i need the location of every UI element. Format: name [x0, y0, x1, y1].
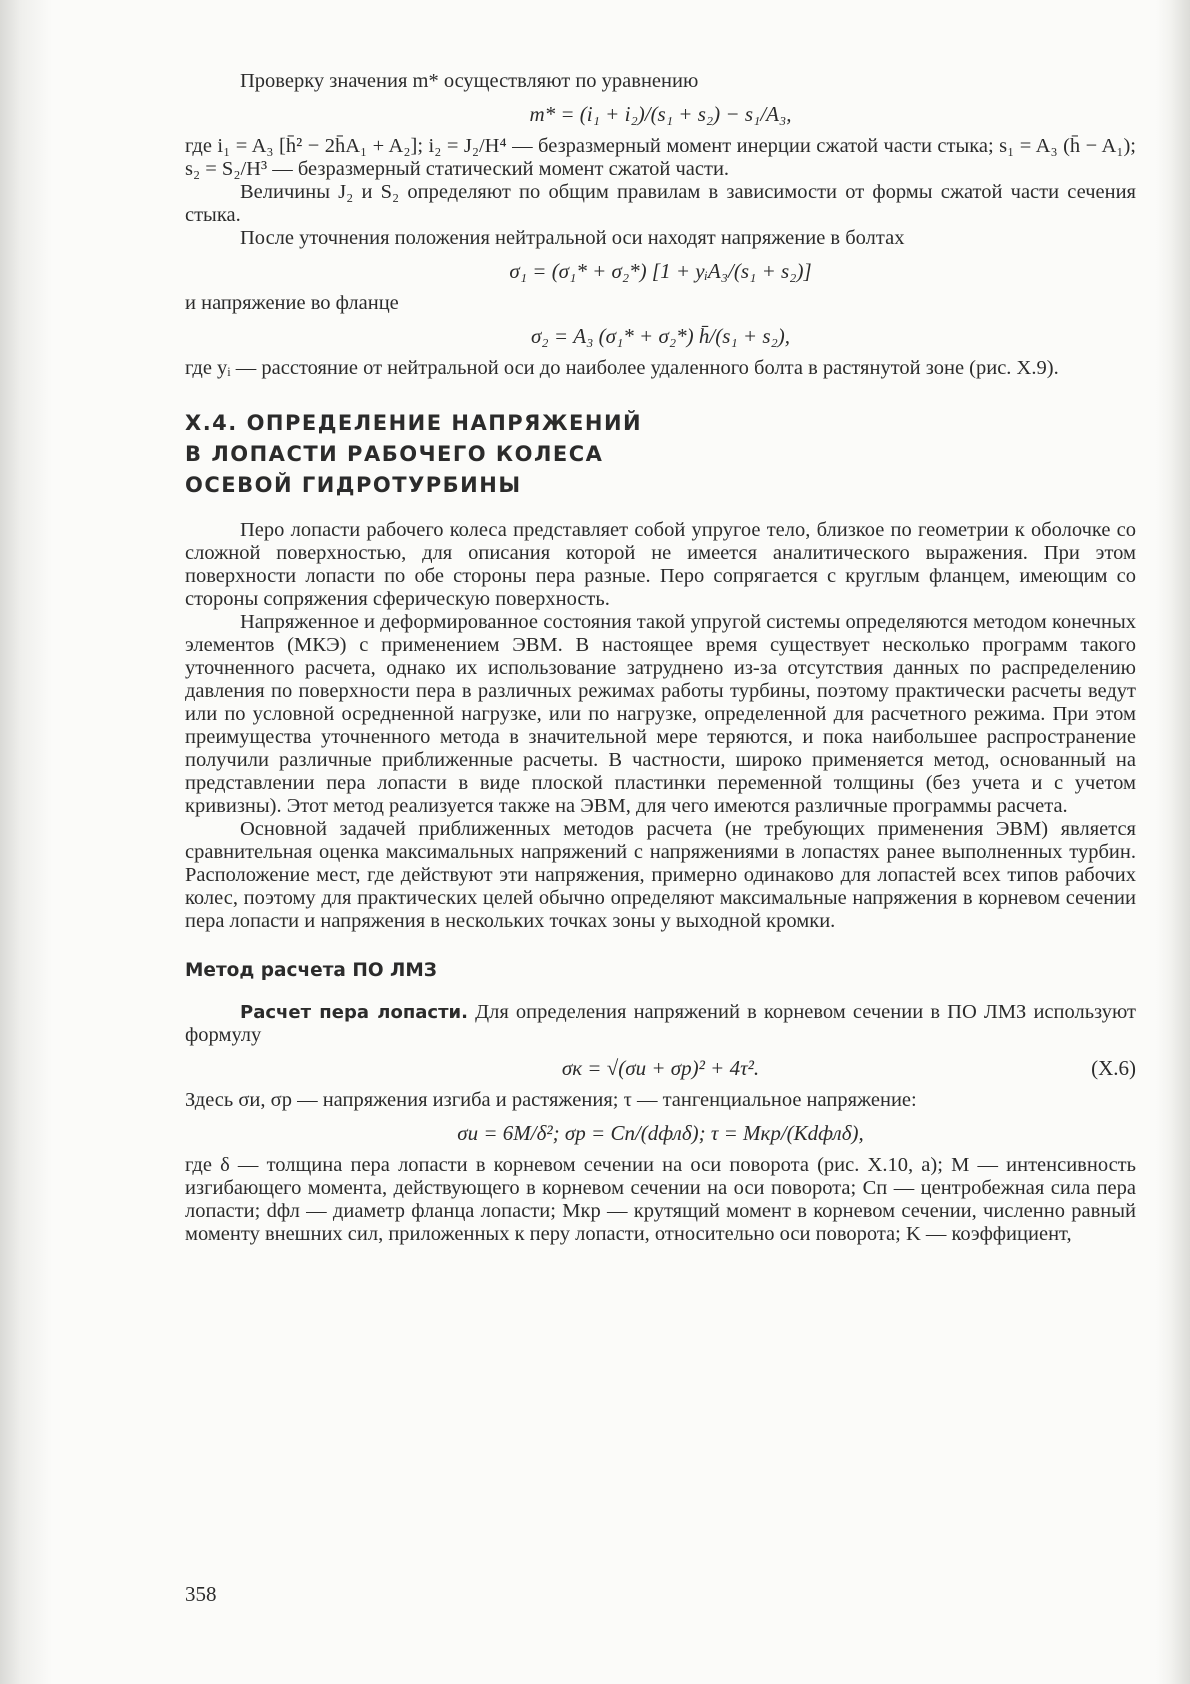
- scan-edge-right: [1156, 0, 1190, 1684]
- intro-paragraph-1: Проверку значения m* осуществляют по уравнению: [240, 70, 699, 92]
- equation-number: (X.6): [1091, 1056, 1136, 1080]
- section-heading-line-2: В ЛОПАСТИ РАБОЧЕГО КОЛЕСА: [185, 442, 604, 466]
- section-paragraph-1: Перо лопасти рабочего колеса представляет собой упругое тело, близкое по геометрии к оболочке со сложной поверхностью, для описания которой не имеется аналитического выражения. При этом поверхности лопасти по обе стороны пера разные. Перо сопрягается с круглым фланцем, имеющим со стороны сопряжения сферическую поверхность.: [185, 519, 1136, 610]
- runin-heading: Расчет пера лопасти.: [240, 1002, 468, 1023]
- page-number: 358: [185, 1582, 217, 1606]
- subsection-heading: Метод расчета ПО ЛМЗ: [185, 960, 437, 981]
- formula-m-star: m* = (i₁ + i₂)/(s₁ + s₂) − s₁/A₃,: [529, 102, 792, 126]
- intro-paragraph-6: где yᵢ — расстояние от нейтральной оси до наиболее удаленного болта в растянутой зоне (рис. X.9).: [185, 357, 1059, 379]
- section-paragraph-2: Напряженное и деформированное состояния такой упругой системы определяются методом конечных элементов (МКЭ) с применением ЭВМ. В настоящее время существует несколько программ такого уточненного расчета, однако их использование затруднено из-за отсутствия данных по распределению давления по поверхности пера в различных режимах работы турбины, поэтому практически расчеты ведут или по условной осредненной нагрузке, или по нагрузке, определенной для расчетного режима. При этом преимущества уточненного метода в значительной мере теряются, и пока наибольшее распространение получили различные приближенные расчеты. В частности, широко применяется метод, основанный на представлении пера лопасти в виде плоской пластинки переменной толщины (без учета и с учетом кривизны). Этот метод реализуется также на ЭВМ, для чего имеются различные программы расчета.: [185, 611, 1136, 817]
- subsection-paragraph-2: Здесь σи, σр — напряжения изгиба и растяжения; τ — тангенциальное напряжение:: [185, 1089, 917, 1111]
- subsection-paragraph-3: где δ — толщина пера лопасти в корневом сечении на оси поворота (рис. X.10, а); M — интенсивность изгибающего момента, действующего в корневом сечении на оси поворота; Cп — центробежная сила пера лопасти; dфл — диаметр фланца лопасти; Mкр — крутящий момент в корневом сечении, численно равный моменту внешних сил, приложенных к перу лопасти, относительно оси поворота; K — коэффициент,: [185, 1154, 1136, 1245]
- section-heading: [185, 408, 1136, 501]
- subsection-paragraph-1-text: Для определения напряжений в корневом сечении в ПО ЛМЗ используют формулу: [185, 1001, 1136, 1046]
- intro-paragraph-4: После уточнения положения нейтральной оси находят напряжение в болтах: [240, 227, 905, 249]
- formula-sigma-2: σ₂ = A₃ (σ₁* + σ₂*) h̄/(s₁ + s₂),: [530, 324, 791, 348]
- formula-x6-body: σк = √(σи + σр)² + 4τ².: [561, 1056, 760, 1080]
- formula-sigma-1: σ₁ = (σ₁* + σ₂*) [1 + yᵢA₃/(s₁ + s₂)]: [509, 259, 812, 283]
- formula-stresses: σи = 6M/δ²; σр = Cп/(dфлδ); τ = Mкр/(Kdфлδ),: [457, 1121, 864, 1145]
- section-paragraph-3: Основной задачей приближенных методов расчета (не требующих применения ЭВМ) является сравнительная оценка максимальных напряжений с напряжениями в лопастях ранее выполненных турбин. Расположение мест, где действуют эти напряжения, примерно одинаково для лопастей всех типов рабочих колес, поэтому для практических целей обычно определяют максимальные напряжения в корневом сечении пера лопасти и напряжения в нескольких точках зоны у выходной кромки.: [185, 818, 1136, 932]
- page-body: [185, 70, 1136, 1246]
- scan-edge-left: [0, 0, 52, 1684]
- section-heading-line-1: X.4. ОПРЕДЕЛЕНИЕ НАПРЯЖЕНИЙ: [185, 411, 643, 435]
- formula-x6: [185, 1055, 1136, 1081]
- subsection-paragraph-1: [185, 1001, 1136, 1047]
- intro-paragraph-3: Величины J₂ и S₂ определяют по общим правилам в зависимости от формы сжатой части сечения стыка.: [185, 181, 1136, 226]
- intro-paragraph-5: и напряжение во фланце: [185, 292, 399, 314]
- section-heading-line-3: ОСЕВОЙ ГИДРОТУРБИНЫ: [185, 473, 522, 497]
- intro-paragraph-2: где i₁ = A₃ [h̄² − 2h̄A₁ + A₂]; i₂ = J₂/H⁴ — безразмерный момент инерции сжатой части стыка; s₁ = A₃ (h̄ − A₁); s₂ = S₂/H³ — безразмерный статический момент сжатой части.: [185, 135, 1136, 180]
